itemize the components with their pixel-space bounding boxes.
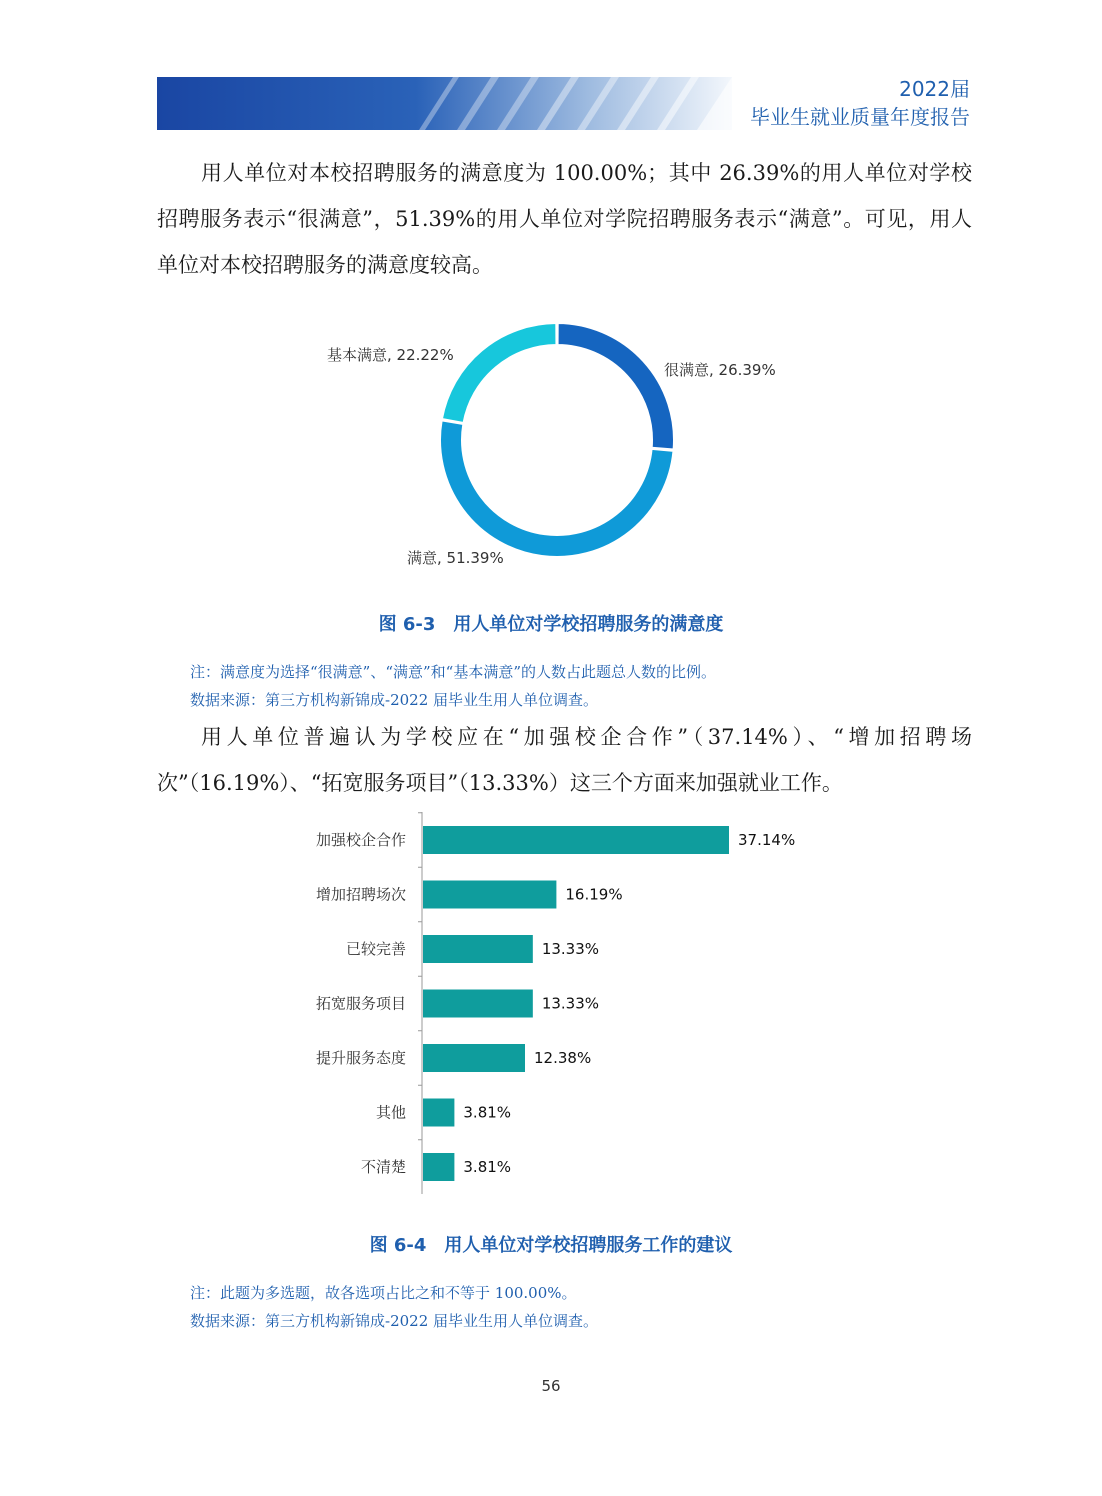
- figure-caption-6-4: [0, 1231, 1102, 1257]
- donut-label-satisfied: 满意, 51.39%: [407, 549, 504, 567]
- figure-source: 数据来源：第三方机构新锦成-2022 届毕业生用人单位调查。: [190, 1312, 599, 1330]
- figure-title: 用人单位对学校招聘服务工作的建议: [444, 1235, 733, 1256]
- bar-category-label: 其他: [375, 1103, 406, 1122]
- bar-category-label: 不清楚: [360, 1158, 406, 1176]
- header-year: 2022届: [899, 77, 970, 101]
- bar-category-label: 提升服务态度: [315, 1049, 406, 1067]
- bar: [423, 1153, 454, 1181]
- donut-label-basically-satisfied: 基本满意, 22.22%: [327, 346, 454, 364]
- donut-chart: [300, 300, 820, 590]
- figure-caption-6-3: [0, 610, 1102, 636]
- bar-value-label: 16.19%: [565, 885, 623, 904]
- bar-category-label: 拓宽服务项目: [315, 994, 406, 1013]
- figure-number: 图 6-4: [369, 1235, 427, 1256]
- donut-slices: [440, 323, 674, 557]
- bar-category-label: 增加招聘场次: [315, 885, 406, 904]
- bar-chart: [280, 812, 840, 1202]
- bar-category-label: 加强校企合作: [315, 831, 406, 849]
- bar: [423, 1099, 454, 1127]
- bar-category-label: 已较完善: [345, 940, 406, 958]
- bar-value-label: 13.33%: [541, 940, 600, 958]
- page-number: 56: [541, 1377, 561, 1395]
- bar: [423, 990, 533, 1018]
- bar: [423, 1044, 525, 1072]
- donut-slice: [440, 420, 673, 557]
- bar-value-label: 12.38%: [534, 1049, 592, 1067]
- header-title: 毕业生就业质量年度报告: [750, 105, 970, 129]
- bar-value-label: 3.81%: [463, 1103, 512, 1122]
- paragraph-suggestions: 用人单位普遍认为学校应在“加强校企合作”（37.14%）、“增加招聘场次”（16.19%）、“拓宽服务项目”（13.33%）这三个方面来加强就业工作。: [157, 725, 972, 795]
- donut-slice: [558, 323, 674, 450]
- donut-slice: [442, 323, 557, 423]
- bar: [423, 881, 556, 909]
- paragraph-satisfaction: 用人单位对本校招聘服务的满意度为 100.00%；其中 26.39%的用人单位对学校招聘服务表示“很满意”，51.39%的用人单位对学院招聘服务表示“满意”。可见，用人单位对本校招聘服务的满意度较高。: [157, 161, 972, 277]
- header-text: [750, 76, 970, 132]
- bar-value-label: 3.81%: [463, 1158, 512, 1176]
- bar-group: [316, 813, 795, 1181]
- figure-title: 用人单位对学校招聘服务的满意度: [453, 614, 724, 635]
- figure-note: 注：此题为多选题，故各选项占比之和不等于 100.00%。: [190, 1284, 577, 1302]
- bar-value-label: 13.33%: [541, 994, 600, 1013]
- bar-value-label: 37.14%: [738, 831, 796, 849]
- figure-note: 注：满意度为选择“很满意”、“满意”和“基本满意”的人数占此题总人数的比例。: [190, 663, 717, 681]
- bar: [423, 826, 729, 854]
- bar: [423, 935, 533, 963]
- figure-source: 数据来源：第三方机构新锦成-2022 届毕业生用人单位调查。: [190, 691, 599, 709]
- header-banner: [157, 77, 732, 130]
- donut-label-very-satisfied: 很满意, 26.39%: [664, 361, 776, 379]
- figure-number: 图 6-3: [378, 614, 436, 635]
